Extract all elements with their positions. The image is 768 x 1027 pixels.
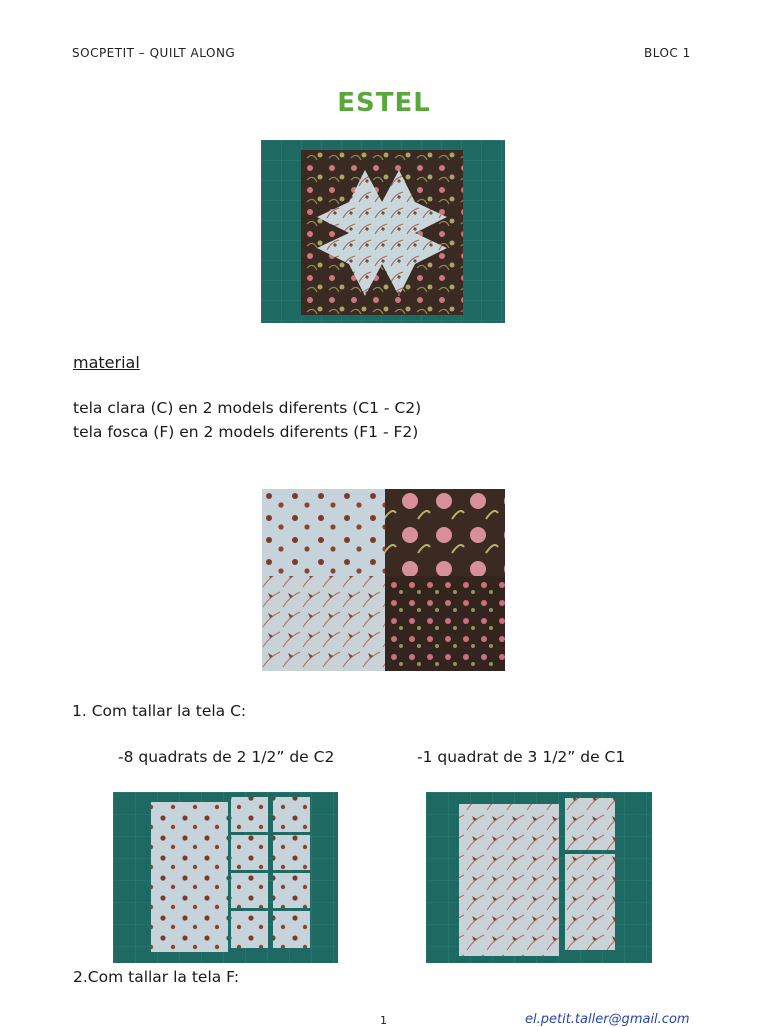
fabrics-photo — [262, 489, 505, 671]
material-light-fabric: tela clara (C) en 2 models diferents (C1 - C2) — [73, 399, 422, 417]
page-number: 1 — [380, 1014, 387, 1027]
step1-heading: 1. Com tallar la tela C: — [72, 702, 247, 720]
header-project-name: SOCPETIT – QUILT ALONG — [72, 46, 236, 60]
footer-email: el.petit.taller@gmail.com — [525, 1012, 690, 1027]
cut-c2-instruction: -8 quadrats de 2 1/2” de C2 — [118, 748, 335, 766]
header-block-label: BLOC 1 — [644, 46, 691, 60]
finished-block-photo — [261, 140, 505, 323]
material-dark-fabric: tela fosca (F) en 2 models diferents (F1 - F2) — [73, 423, 419, 441]
step2-heading: 2.Com tallar la tela F: — [73, 968, 240, 986]
cut-c1-instruction: -1 quadrat de 3 1/2” de C1 — [417, 748, 626, 766]
page-title: ESTEL — [337, 88, 431, 118]
c1-cut-photo — [426, 792, 652, 963]
c2-cut-photo — [113, 792, 338, 963]
material-heading: material — [73, 353, 140, 372]
